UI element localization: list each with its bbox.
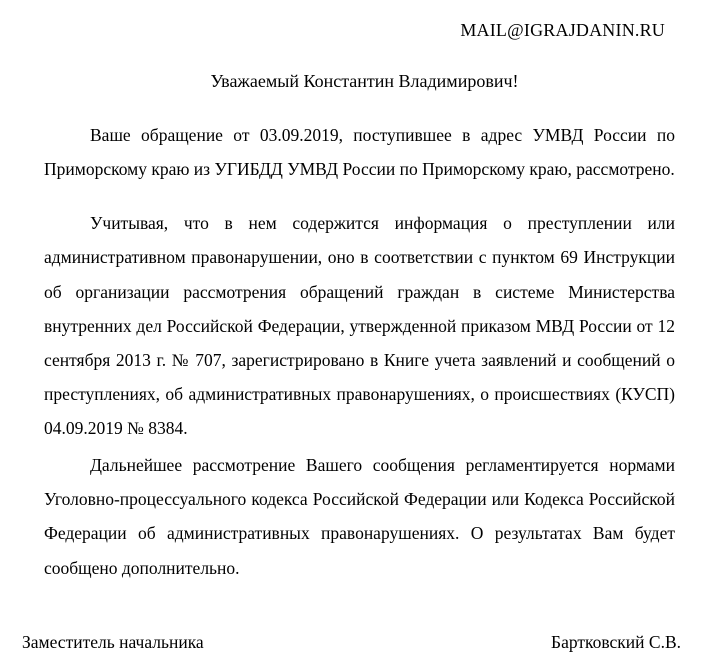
signatory-name: Бартковский С.В. [551,632,681,652]
signatory-role: Заместитель начальника [22,632,204,652]
header-email: MAIL@IGRAJDANIN.RU [460,20,665,40]
paragraph-3: Дальнейшее рассмотрение Вашего сообщения регламентируется нормами Уголовно-процессуального кодекса Российской Федерации или Кодекса Российской Федерации об административных правонарушениях. О результатах Вам будет сообщено дополнительно. [44,455,675,578]
paragraph-2: Учитывая, что в нем содержится информация о преступлении или административном правонарушении, оно в соответствии с пунктом 69 Инструкции об организации рассмотрения обращений граждан в системе Министерства внутренних дел Российской Федерации, утвержденной приказом МВД России от 12 сентября 2013 г. № 707, зарегистрировано в Книге учета заявлений и сообщений о преступлениях, об административных правонарушениях, о происшествиях (КУСП) 04.09.2019 № 8384. [44,213,675,438]
signature-block [0,632,713,653]
paragraph-1: Ваше обращение от 03.09.2019, поступившее в адрес УМВД России по Приморскому краю из УГИБДД УМВД России по Приморскому краю, рассмотрено. [44,125,675,180]
salutation-line: Уважаемый Константин Владимирович! [210,71,519,91]
